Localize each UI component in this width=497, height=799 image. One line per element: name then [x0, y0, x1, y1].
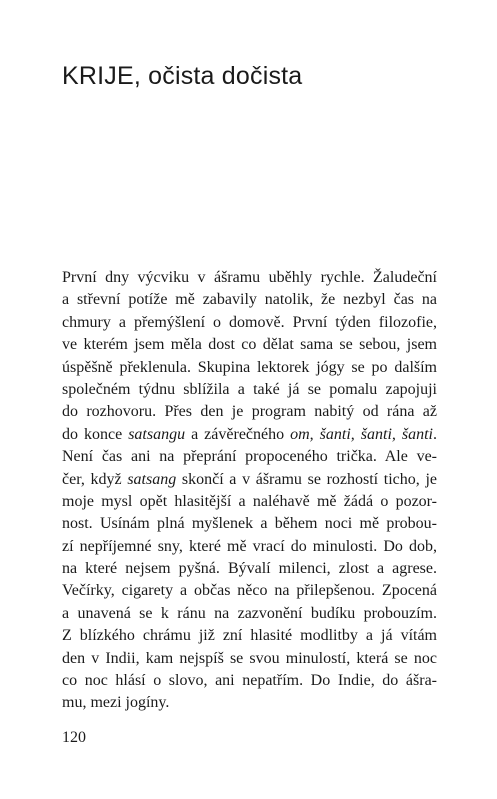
- text-segment: ve kterém jsem měla dost co dělat sama se sebou, jsem: [62, 336, 437, 354]
- text-segment: společném týdnu sblížila a také já se pomalu zapojuji: [62, 380, 437, 398]
- body-paragraph: [62, 267, 437, 715]
- text-segment: moje mysl opět hlasitější a naléhavě mě žádá o pozor-: [62, 492, 437, 510]
- text-segment: co noc hlásí o slovo, ani nepatřím. Do Indie, do ášra-: [62, 672, 437, 690]
- text-line: [62, 469, 437, 491]
- text-segment: .: [433, 425, 437, 443]
- text-segment: úspěšně překlenula. Skupina lektorek jógy se po dalším: [62, 358, 437, 376]
- text-line: [62, 536, 437, 558]
- text-segment: skončí a v ášramu se rozhostí ticho, je: [176, 470, 437, 488]
- text-segment: První dny výcviku v ášramu uběhly rychle. Žaludeční: [62, 269, 437, 286]
- text-line: [62, 513, 437, 535]
- text-segment: Není čas ani na přeprání propoceného trička. Ale ve-: [62, 448, 437, 466]
- text-line: [62, 446, 437, 468]
- text-line: [62, 648, 437, 670]
- text-line: [62, 580, 437, 602]
- text-line: [62, 334, 437, 356]
- text-segment: čer, když: [62, 470, 128, 488]
- page-number: 120: [62, 729, 86, 746]
- text-segment: a unavená se k ránu na zazvonění budíku probouzím.: [62, 604, 437, 622]
- text-segment: a závěrečného: [185, 425, 291, 443]
- text-line: [62, 312, 437, 334]
- text-line: [62, 625, 437, 647]
- text-line: [62, 692, 437, 714]
- text-line: [62, 267, 437, 289]
- text-line: [62, 491, 437, 513]
- text-segment: Večírky, cigarety a občas něco na přilepšenou. Zpocená: [62, 582, 437, 600]
- text-line: [62, 379, 437, 401]
- text-segment: chmury a přemýšlení o domově. První týden filozofie,: [62, 313, 437, 331]
- text-line: [62, 401, 437, 423]
- text-segment: mu, mezi jogíny.: [62, 694, 170, 712]
- chapter-title: KRIJE, očista dočista: [62, 62, 303, 90]
- text-line: [62, 424, 437, 446]
- italic-term: satsang: [127, 470, 177, 488]
- text-segment: nost. Usínám plná myšlenek a během noci mě probou-: [62, 515, 437, 533]
- text-line: [62, 670, 437, 692]
- text-segment: na které nejsem pyšná. Bývalí milenci, zlost a agrese.: [62, 560, 437, 578]
- text-segment: Z blízkého chrámu již zní hlasité modlitby a já vítám: [62, 627, 437, 645]
- text-segment: do konce: [62, 425, 129, 443]
- text-line: [62, 558, 437, 580]
- text-line: [62, 603, 437, 625]
- text-line: [62, 357, 437, 379]
- text-segment: zí nepříjemné sny, které mě vrací do minulosti. Do dob,: [62, 537, 437, 555]
- italic-term: om, šanti, šanti, šanti: [290, 425, 433, 443]
- text-line: [62, 289, 437, 311]
- text-segment: do rozhovoru. Přes den je program nabitý od rána až: [62, 403, 437, 421]
- text-segment: a střevní potíže mě zabavily natolik, že nezbyl čas na: [62, 291, 437, 309]
- text-segment: den v Indii, kam nejspíš se svou minulostí, která se noc: [62, 649, 437, 667]
- italic-term: satsangu: [128, 425, 186, 443]
